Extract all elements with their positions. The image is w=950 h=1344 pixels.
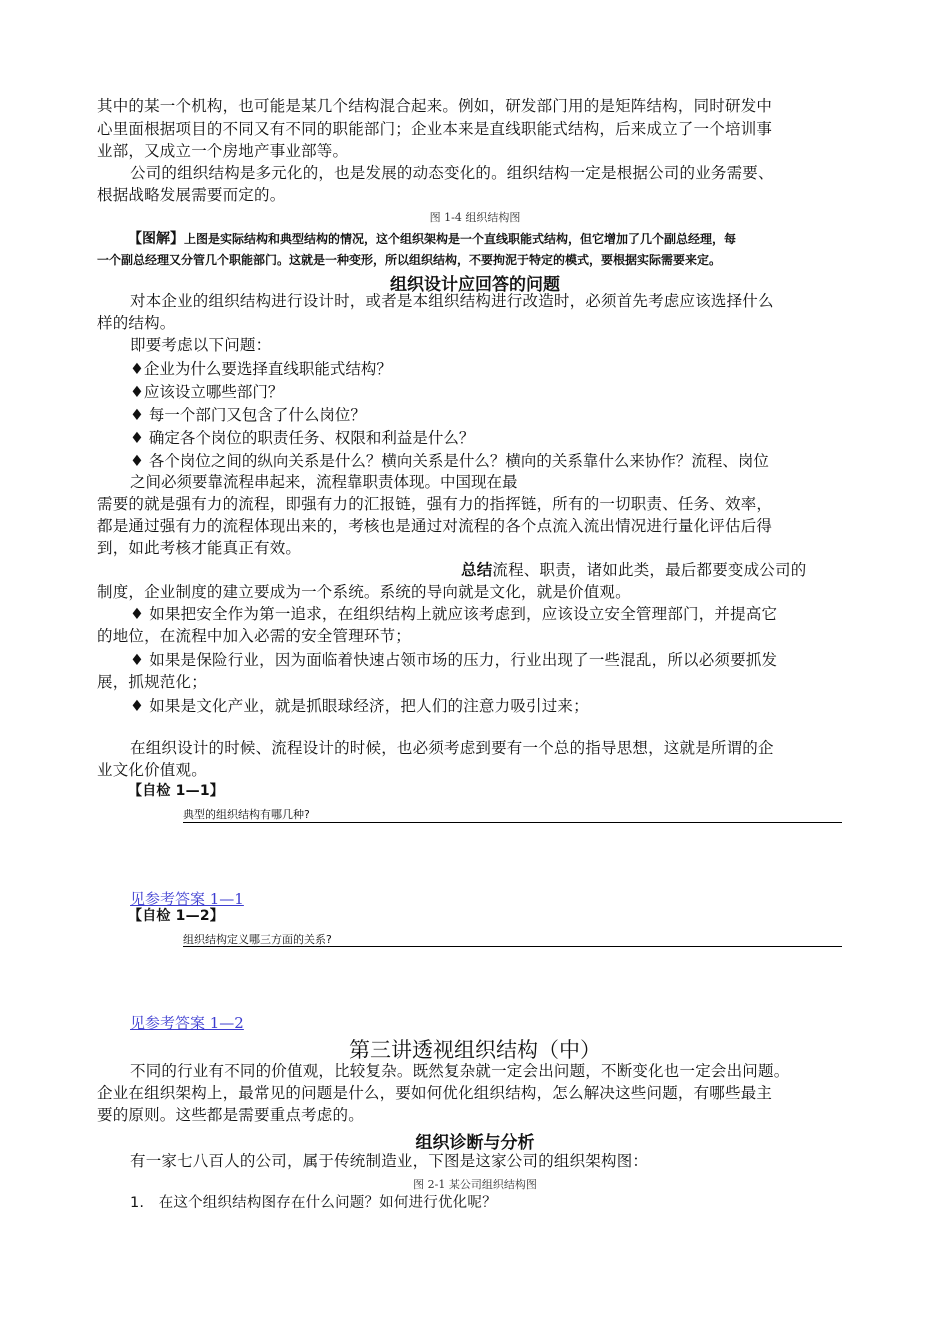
figure-note-label: 【图解】 [128,231,184,247]
question-text: 在这个组织结构图存在什么问题？如何进行优化呢？ [158,1195,497,1211]
bullet-item: ♦应该设立哪些部门？ [130,383,284,401]
body-text-line: 公司的组织结构是多元化的，也是发展的动态变化的。组织结构一定是根据公司的业务需要、 [130,164,774,182]
summary-label: 总结 [461,561,493,579]
bullet-item: ♦ 确定各个岗位的职责任务、权限和利益是什么？ [130,429,475,447]
bullet-item: ♦ 各个岗位之间的纵向关系是什么？横向关系是什么？横向的关系靠什么来协作？流程、岗位 [130,452,769,470]
answer-link[interactable]: 见参考答案 1—1 [130,890,244,908]
body-text-line: 要的原则。这些都是需要重点考虑的。 [97,1106,364,1124]
self-check-question: 组织结构定义哪三方面的关系? [183,933,332,946]
section-heading: 组织设计应回答的问题 [390,275,560,295]
self-check-label: 【自检 1—1】 [128,783,224,799]
body-text-line: 即要考虑以下问题： [130,336,272,354]
bullet-item: ♦ 如果是文化产业，就是抓眼球经济，把人们的注意力吸引过来； [130,697,589,715]
body-text-line: 到，如此考核才能真正有效。 [97,539,302,557]
body-text-line: 在组织设计的时候、流程设计的时候，也必须考虑到要有一个总的指导思想，这就是所谓的企 [130,739,774,757]
self-check-label: 【自检 1—2】 [128,908,224,924]
figure-note-text: 上图是实际结构和典型结构的情况，这个组织架构是一个直线职能式结构，但它增加了几个副总经理，每 [184,232,737,246]
bullet-item: ♦ 如果把安全作为第一追求，在组织结构上就应该考虑到，应该设立安全管理部门，并提高它 [130,605,778,623]
body-text-line: 根据战略发展需要而定的。 [97,186,286,204]
body-text-line: 有一家七八百人的公司，属于传统制造业，下图是这家公司的组织架构图： [130,1152,649,1170]
answer-line [183,822,842,823]
self-check-question: 典型的组织结构有哪几种? [183,808,310,821]
bullet-item-continued: 的地位，在流程中加入必需的安全管理环节； [97,627,412,645]
body-text-line: 需要的就是强有力的流程，即强有力的汇报链，强有力的指挥链，所有的一切职责、任务、效率， [97,495,773,513]
body-text-line: 企业在组织架构上，最常见的问题是什么，要如何优化组织结构，怎么解决这些问题，有哪些最主 [97,1084,773,1102]
section-heading: 组织诊断与分析 [415,1133,535,1153]
body-text-line: 业文化价值观。 [97,761,207,779]
body-text-line: 样的结构。 [97,314,176,332]
body-text-line: 对本企业的组织结构进行设计时，或者是本组织结构进行改造时，必须首先考虑应该选择什么 [130,292,774,310]
bullet-item: ♦ 如果是保险行业，因为面临着快速占领市场的压力，行业出现了一些混乱，所以必须要抓发 [130,651,778,669]
figure-caption: 图 1-4 组织结构图 [429,211,521,224]
bullet-item-continued: 之间必须要靠流程串起来，流程靠职责体现。中国现在最 [130,473,518,491]
figure-note-line [128,229,873,250]
figure-note-line: 一个副总经理又分管几个职能部门。这就是一种变形，所以组织结构，不要拘泥于特定的模式，要根据实际需要来定。 [97,253,722,267]
body-text-line: 业部，又成立一个房地产事业部等。 [97,142,349,160]
answer-link[interactable]: 见参考答案 1—2 [130,1014,244,1032]
question-number: 1. [130,1195,145,1211]
answer-line [183,946,842,947]
lecture-title: 第三讲透视组织结构（中） [349,1038,601,1062]
bullet-item: ♦企业为什么要选择直线职能式结构？ [130,360,392,378]
summary-line [461,560,841,581]
body-text-line: 都是通过强有力的流程体现出来的，考核也是通过对流程的各个点流入流出情况进行量化评估后得 [97,517,773,535]
body-text-line: 不同的行业有不同的价值观，比较复杂。既然复杂就一定会出问题，不断变化也一定会出问题。 [130,1062,790,1080]
numbered-question [130,1193,875,1214]
body-text-line: 其中的某一个机构，也可能是某几个结构混合起来。例如，研发部门用的是矩阵结构，同时研发中 [97,97,773,115]
bullet-item-continued: 展，抓规范化； [97,673,207,691]
bullet-item: ♦ 每一个部门又包含了什么岗位？ [130,406,366,424]
figure-caption: 图 2-1 某公司组织结构图 [413,1178,537,1191]
body-text-line: 心里面根据项目的不同又有不同的职能部门；企业本来是直线职能式结构，后来成立了一个培训事 [97,120,773,138]
body-text-line: 制度，企业制度的建立要成为一个系统。系统的导向就是文化，就是价值观。 [97,583,631,601]
summary-text: 流程、职责，诸如此类，最后都要变成公司的 [492,561,807,579]
